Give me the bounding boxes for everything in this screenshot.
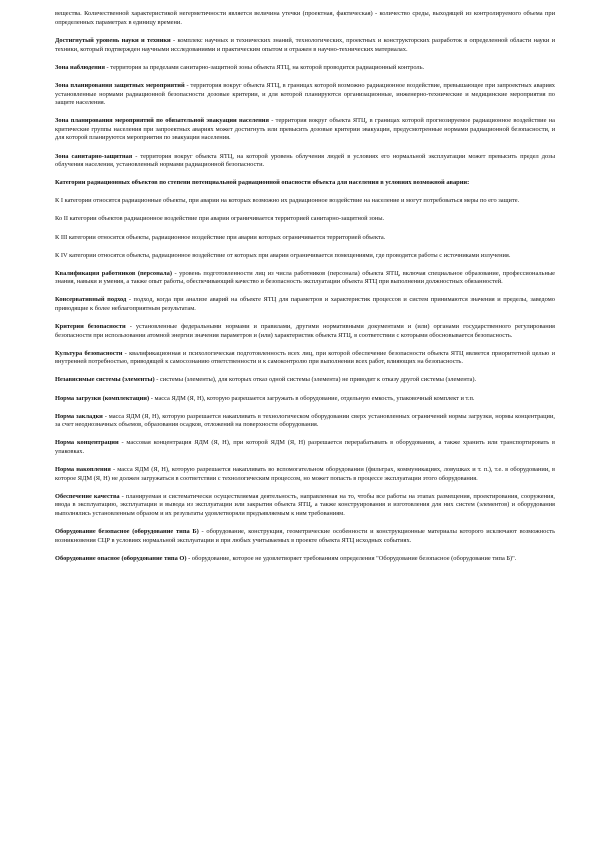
term-label: Норма загрузки (комплектации)	[55, 394, 150, 402]
term-label: Культура безопасности	[55, 349, 123, 357]
paragraph-text: - территория за пределами санитарно-защитной зоны объекта ЯТЦ, на которой проводится радиационный контроль.	[104, 63, 425, 71]
paragraph-7	[55, 179, 555, 188]
paragraph-11	[55, 252, 555, 261]
paragraph-18	[55, 413, 555, 430]
paragraph-text: - оборудование, которое не удовлетворяет требованиям определения "Оборудование безопасное (оборудование типа Б)".	[186, 554, 517, 562]
document-page	[55, 10, 555, 573]
term-label: Категории радиационных объектов по степени потенциальной радиационной опасности объекта для населения в условиях возможной аварии:	[55, 179, 470, 187]
paragraph-text: - подход, когда при анализе аварий на объекте ЯТЦ для параметров и характеристик процессов и систем принимаются значения и пределы, заведомо приводящие к более неблагоприятным результатам.	[55, 296, 555, 312]
paragraph-22	[55, 528, 555, 545]
paragraph-10	[55, 234, 555, 243]
term-label: Оборудование безопасное (оборудование типа Б)	[55, 527, 199, 535]
paragraph-6	[55, 153, 555, 170]
paragraph-text: - оборудование, конструкция, геометрические особенности и конструкционные материалы которого исключают возможность возникновения СЦР в условиях нормальной эксплуатации и при любых учитываемых в проекте объекта ЯТЦ исходных событиях.	[55, 527, 555, 544]
term-label: Достигнутый уровень науки и техники	[55, 37, 171, 45]
term-label: Консервативный подход	[55, 296, 127, 304]
term-label: Зона наблюдения	[55, 63, 105, 71]
term-label: Критерии безопасности	[55, 323, 126, 331]
term-label: Зона санитарно-защитная	[55, 152, 133, 160]
paragraph-text: - комплекс научных и технических знаний, технологических, проектных и конструкторских разработок в определенной области науки и техники, который подтвержден научными исследованиями и практическим опытом и отражен в научно-технических материалах.	[55, 37, 555, 53]
paragraph-21	[55, 493, 555, 519]
paragraph-1	[55, 10, 555, 27]
paragraph-text: - уровень подготовленности лиц из числа работников (персонала) объекта ЯТЦ, включая специальное образование, профессиональные знания, навыки и умения, а также опыт работы, обеспечивающий качество и безопасность эксплуатации объекта ЯТЦ при выполнении должностных обязанностей.	[55, 269, 555, 286]
paragraph-text: - планируемая и систематически осуществляемая деятельность, направленная на то, чтобы все работы на этапах размещения, проектирования, сооружения, ввода в эксплуатацию, эксплуатации и вывода из эксплуатации или закрытия объекта ЯТЦ, а также конструирования и изготовления для них систем (элементов) и оборудования выполнялись установленным образом и их результаты удовлетворяли предъявляемым к ним требованиям.	[55, 492, 555, 517]
paragraph-8	[55, 197, 555, 206]
paragraph-text: Ко II категории объектов радиационное воздействие при аварии ограничивается территорией санитарно-защитной зоны.	[55, 215, 385, 223]
paragraph-text: - системы (элементы), для которых отказ одной системы (элемента) не приводит к отказу другой системы (элемента).	[154, 376, 477, 384]
paragraph-text: - масса ЯДМ (Я, Н), которую разрешается загружать в оборудование, отдельную емкость, упаковочный комплект и т.п.	[149, 394, 475, 402]
paragraph-text: - квалификационная и психологическая подготовленность всех лиц, при которой обеспечение безопасности объекта ЯТЦ является приоритетной целью и внутренней потребностью, приводящей к самосознанию ответственности и к самоконтролю при выполнении всех работ, влияющих на безопасность.	[55, 349, 555, 366]
paragraph-5	[55, 117, 555, 143]
paragraph-13	[55, 296, 555, 313]
term-label: Обеспечение качества	[55, 492, 120, 500]
paragraph-12	[55, 270, 555, 287]
paragraph-16	[55, 376, 555, 385]
paragraph-text: - установленные федеральными нормами и правилами, другими нормативными документами и (или) органами государственного регулирования безопасности при использовании атомной энергии значения параметров и (или) характеристик объекта ЯТЦ, в соответствии с которыми обосновывается безопасность.	[55, 323, 555, 339]
paragraph-text: К IV категории относятся объекты, радиационное воздействие от которых при аварии ограничивается помещениями, где проводятся работы с источниками излучения.	[55, 251, 511, 259]
paragraph-text: - масса ЯДМ (Я, Н), которую разрешается накапливать в технологическом оборудовании сверх установленных ограничений нормы загрузки, нормы концентрации, за счет неоднозначных объемов, образования осадков, отложений на поверхности оборудования.	[55, 412, 555, 429]
paragraph-14	[55, 323, 555, 340]
paragraph-text: - масса ЯДМ (Я, Н), которую разрешается накапливать во вспомогательном оборудовании (фильтрах, коммуникациях, ловушках и т. п.), т.е. в оборудовании, в которое ЯДМ (Я, Н) не должен загружаться в соответствии с технологическим процессом, но может попасть в процессе эксплуатации этого оборудования.	[55, 466, 555, 482]
paragraph-19	[55, 439, 555, 456]
term-label: Квалификация работников (персонала)	[55, 269, 172, 277]
paragraph-text: - территория вокруг объекта ЯТЦ, в границах которой прогнозируемое радиационное воздействие на критические группы населения при запроектных авариях может достигнуть или превысить дозовые критерии эвакуации, предусмотренные нормами радиационной безопасности, и для которой планируются мероприятия по эвакуации населения.	[55, 117, 555, 142]
paragraph-2	[55, 37, 555, 54]
term-label: Независимые системы (элементы)	[55, 376, 155, 384]
paragraph-9	[55, 215, 555, 224]
term-label: Оборудование опасное (оборудование типа О)	[55, 554, 187, 562]
paragraph-15	[55, 350, 555, 367]
term-label: Норма концентрации	[55, 439, 119, 447]
term-label: Норма накопления	[55, 466, 111, 473]
paragraph-text: - территория вокруг объекта ЯТЦ, в границах которой возможно радиационное воздействие, превышающее при запроектных авариях установленные нормами радиационной безопасности дозовые критерии, и для которой планируются организационные, инженерно-технические и медицинские мероприятия по защите населения.	[55, 81, 555, 107]
paragraph-text: К I категории относятся радиационные объекты, при аварии на которых возможно их радиационное воздействие на население и могут потребоваться меры по его защите.	[55, 197, 520, 205]
term-label: Норма закладки	[55, 412, 103, 420]
paragraph-3	[55, 64, 555, 73]
term-label: Зона планирования защитных мероприятий	[55, 81, 185, 89]
paragraph-23	[55, 555, 555, 564]
paragraph-20	[55, 466, 555, 483]
term-label: Зона планирования мероприятий по обязательной эвакуации населения	[55, 117, 269, 125]
paragraph-17	[55, 395, 555, 404]
paragraph-4	[55, 82, 555, 108]
paragraph-text: - территория вокруг объекта ЯТЦ, на которой уровень облучения людей в условиях его нормальной эксплуатации может превысить предел дозы облучения населения, установленный нормами радиационной безопасности.	[55, 152, 556, 169]
paragraph-text: вещества. Количественной характеристикой негерметичности является величина утечки (проектная, фактическая) - количество среды, выходящей из контролируемого объема при определенных параметрах в единицу времени.	[55, 10, 555, 26]
paragraph-text: К III категории относятся объекты, радиационное воздействие при аварии которых ограничивается территорией объекта.	[55, 233, 386, 241]
paragraph-text: - массовая концентрация ЯДМ (Я, Н), при которой ЯДМ (Я, Н) разрешается перерабатывать в оборудовании, а также хранить или транспортировать в упаковках.	[55, 439, 555, 455]
